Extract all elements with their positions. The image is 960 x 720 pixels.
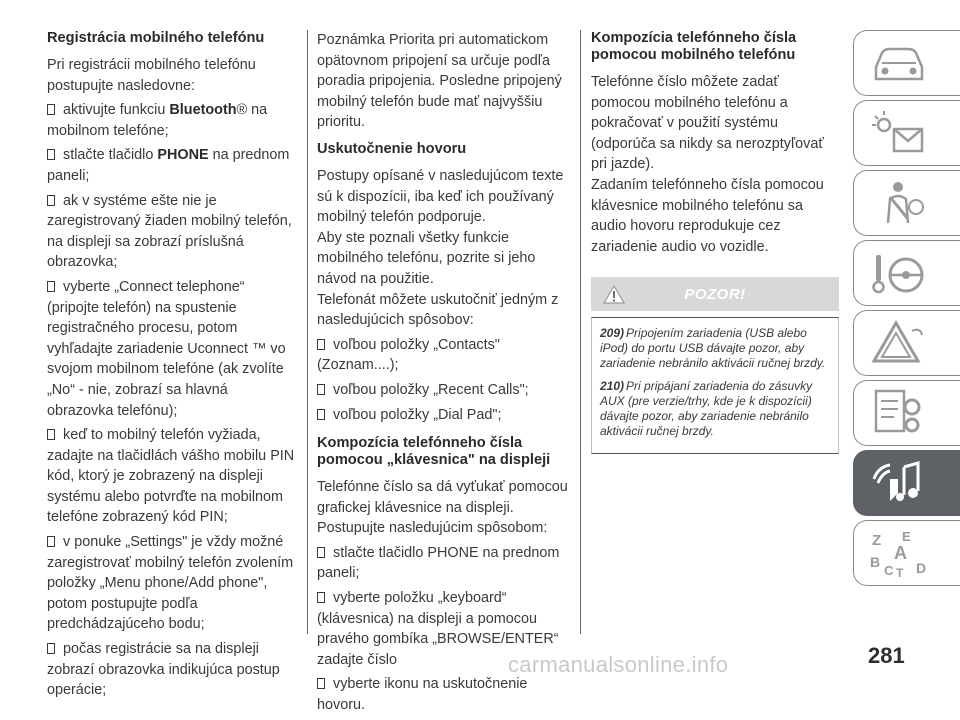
paragraph: Postupujte nasledujúcim spôsobom:: [317, 520, 548, 537]
svg-text:C: C: [884, 563, 894, 578]
car-icon: [868, 37, 928, 89]
tab-maintenance[interactable]: [853, 380, 960, 446]
checkbox-square-icon: [317, 384, 325, 395]
list-item: voľbou položky „Recent Calls";: [317, 380, 569, 401]
svg-text:T: T: [896, 566, 904, 580]
page-number: 281: [868, 643, 905, 668]
checkbox-square-icon: [47, 149, 55, 160]
seatbelt-airbag-icon: [868, 177, 928, 229]
paragraph: Telefónne číslo sa dá vyťukať pomocou grafickej klávesnice na displeji.: [317, 479, 568, 516]
tab-safety[interactable]: [853, 170, 960, 236]
checkbox-square-icon: [47, 195, 55, 206]
paragraph: Poznámka Priorita pri automatickom opätovnom pripojení sa určuje podľa poradia pripojenia. Posledne pripojený mobilný telefón bude mať najvyššiu prioritu.: [317, 32, 562, 131]
section-heading: Kompozícia telefónneho čísla pomocou „klávesnica" na displeji: [317, 435, 551, 469]
tab-dashboard-lights[interactable]: [853, 100, 960, 166]
key-steering-wheel-icon: [868, 247, 928, 299]
column-divider: [580, 30, 581, 634]
checkbox-square-icon: [317, 339, 325, 350]
checkbox-square-icon: [317, 592, 325, 603]
tab-index[interactable]: [853, 520, 960, 586]
list-item: keď to mobilný telefón vyžiada, zadajte na tlačidlách vášho mobilu PIN kód, ktorý je zobrazený na displeji systému alebo potvrďte na mobilnom telefóne zobrazený kód PIN;: [47, 427, 295, 526]
footer-watermark: carmanualsonline.info: [508, 652, 729, 677]
warning-triangle-icon: [603, 285, 625, 304]
paragraph: Zadaním telefónneho čísla pomocou klávesnice mobilného telefónu sa audio hovoru reprodukuje cez zariadenie audio vo vozidle.: [591, 176, 824, 255]
paragraph: Postupy opísané v nasledujúcom texte sú k dispozícii, iba keď ich používaný mobilný telefón podporuje.: [317, 167, 564, 226]
tab-multimedia[interactable]: [853, 450, 960, 516]
column-1: [47, 30, 297, 705]
list-item: stlačte tlačidlo PHONE na prednom paneli;: [317, 544, 560, 582]
section-heading: Uskutočnenie hovoru: [317, 140, 467, 157]
list-item: ak v systéme ešte nie je zaregistrovaný žiaden mobilný telefón, na displeji sa zobrazí príslušná obrazovka;: [47, 192, 292, 271]
tab-car[interactable]: [853, 30, 960, 96]
list-item: vyberte „Connect telephone“ (pripojte telefón) na spustenie registračného procesu, potom vyhľadajte zariadenie Uconnect ™ vo svojom mobilnom telefóne (ak zvolíte „No“ - nie, zobrazí sa hlavná obrazovka telefónu);: [47, 278, 286, 419]
list-item: aktivujte funkciu Bluetooth® na mobilnom telefóne;: [47, 102, 268, 139]
section-heading: Registrácia mobilného telefónu: [47, 30, 265, 46]
warning-box: [591, 277, 839, 454]
list-item: v ponuke „Settings" je vždy možné zaregistrovať mobilný telefón zvolením položky „Menu phone/Add phone", potom postupujte podľa predchádzajúceho bodu;: [47, 534, 294, 633]
warning-note: 210) Pri pripájaní zariadenia do zásuvky AUX (pre verzie/trhy, kde je k dispozícii) dávajte pozor, aby zariadenie nebránilo aktivácii ručnej brzdy.: [600, 379, 813, 439]
list-item: vyberte položku „keyboard“ (klávesnica) na displeji a pomocou pravého gombíka „BROWSE/ENTER“ zadajte číslo: [317, 590, 559, 668]
checkbox-square-icon: [317, 409, 325, 420]
breakdown-warning-icon: [868, 317, 928, 369]
checkbox-square-icon: [317, 547, 325, 558]
svg-text:Z: Z: [872, 532, 882, 549]
dashboard-lights-icon: [868, 107, 928, 159]
warning-header: [591, 277, 839, 311]
checkbox-square-icon: [47, 104, 55, 115]
checkbox-square-icon: [317, 678, 325, 689]
list-item: vyberte ikonu na uskutočnenie hovoru.: [317, 676, 528, 714]
warning-title: POZOR!: [684, 286, 746, 304]
paragraph: Aby ste poznali všetky funkcie mobilného telefónu, pozrite si jeho návod na použitie.: [317, 229, 536, 287]
paragraph: Telefonát môžete uskutočniť jedným z nasledujúcich spôsobov:: [317, 291, 559, 329]
multimedia-music-icon: [868, 457, 928, 509]
list-item: stlačte tlačidlo PHONE na prednom paneli;: [47, 147, 290, 184]
warning-body: [591, 317, 839, 454]
tab-starting-driving[interactable]: [853, 240, 960, 306]
svg-text:B: B: [870, 554, 881, 570]
checkbox-square-icon: [47, 429, 55, 440]
maintenance-tools-icon: [868, 387, 928, 439]
list-item: voľbou položky „Contacts" (Zoznam....);: [317, 336, 500, 374]
svg-text:E: E: [902, 529, 911, 544]
svg-text:D: D: [916, 560, 927, 576]
alphabet-index-icon: [868, 527, 928, 579]
paragraph: Telefónne číslo môžete zadať pomocou mobilného telefónu a pokračovať v použití systému (odporúča sa nikdy sa nerozptyľovať pri jazde).: [591, 74, 824, 173]
checkbox-square-icon: [47, 281, 55, 292]
chapter-tabs: [853, 30, 960, 590]
warning-note: 209) Pripojením zariadenia (USB alebo iPod) do portu USB dávajte pozor, aby zariadenie nebránilo aktivácii ručnej brzdy.: [600, 326, 826, 371]
list-item: počas registrácie sa na displeji zobrazí obrazovka indikujúca postup operácie;: [47, 641, 280, 699]
paragraph: Pri registrácii mobilného telefónu postupujte nasledovne:: [47, 57, 256, 94]
column-3: [591, 30, 841, 454]
checkbox-square-icon: [47, 536, 55, 547]
list-item: voľbou položky „Dial Pad";: [317, 405, 569, 426]
checkbox-square-icon: [47, 643, 55, 654]
column-2: [317, 30, 569, 720]
section-heading: Kompozícia telefónneho čísla pomocou mobilného telefónu: [591, 30, 797, 63]
tab-emergency[interactable]: [853, 310, 960, 376]
column-divider: [307, 30, 308, 634]
svg-text:A: A: [894, 543, 907, 563]
